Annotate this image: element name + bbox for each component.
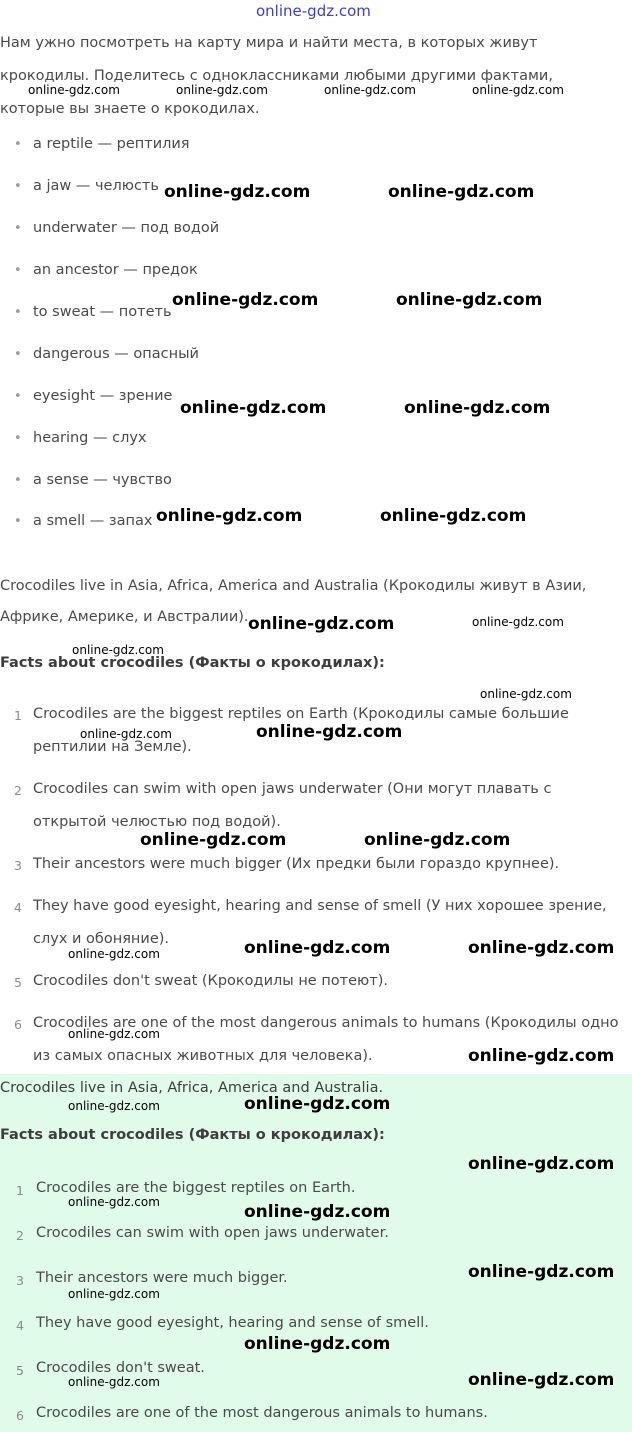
- bullet-icon: •: [14, 137, 22, 152]
- vocab-item: [14, 262, 198, 278]
- watermark: online-gdz.com: [256, 722, 403, 742]
- answer-text: They have good eyesight, hearing and sense of smell.: [36, 1315, 429, 1331]
- fact-number: 3: [14, 858, 22, 873]
- watermark: online-gdz.com: [140, 830, 287, 850]
- watermark: online-gdz.com: [156, 506, 303, 526]
- bullet-icon: •: [14, 514, 22, 529]
- answer-text: Crocodiles can swim with open jaws underwater.: [36, 1225, 389, 1241]
- vocab-text: a reptile — рептилия: [33, 136, 190, 152]
- watermark: online-gdz.com: [172, 290, 319, 310]
- bullet-icon: •: [14, 263, 22, 278]
- fact-text: They have good eyesight, hearing and sense of smell (У них хорошее зрение, слух и обоняние).: [33, 898, 607, 947]
- watermark: online-gdz.com: [72, 643, 164, 657]
- task-intro: Нам ужно посмотреть на карту мира и найти места, в которых живут крокодилы. Поделитесь с одноклассниками любыми другими фактами, которые вы знаете о крокодилах.: [0, 35, 553, 117]
- answer-number: 2: [16, 1228, 24, 1243]
- fact-text: Crocodiles don't sweat (Крокодилы не потеют).: [33, 973, 388, 989]
- bullet-icon: •: [14, 389, 22, 404]
- watermark: online-gdz.com: [68, 1099, 160, 1113]
- vocab-text: dangerous — опасный: [33, 346, 199, 362]
- vocab-item: [14, 346, 199, 362]
- answer-number: 3: [16, 1273, 24, 1288]
- watermark: online-gdz.com: [324, 83, 416, 97]
- fact-number: 6: [14, 1017, 22, 1032]
- watermark: online-gdz.com: [480, 687, 572, 701]
- watermark: online-gdz.com: [80, 727, 172, 741]
- fact-number: 1: [14, 708, 22, 723]
- fact-text: Crocodiles can swim with open jaws underwater (Они могут плавать с открытой челюстью под водой).: [33, 781, 552, 830]
- vocab-item: [14, 472, 172, 488]
- watermark: online-gdz.com: [68, 1287, 160, 1301]
- watermark: online-gdz.com: [180, 398, 327, 418]
- watermark: online-gdz.com: [468, 1154, 615, 1174]
- watermark: online-gdz.com: [68, 1027, 160, 1041]
- vocab-item: [14, 304, 172, 320]
- bullet-icon: •: [14, 473, 22, 488]
- watermark: online-gdz.com: [468, 1262, 615, 1282]
- answer-heading: Facts about crocodiles (Факты о крокодилах):: [0, 1127, 385, 1143]
- answer-text: Crocodiles are the biggest reptiles on Earth.: [36, 1180, 356, 1196]
- vocab-item: [14, 430, 147, 446]
- watermark: online-gdz.com: [404, 398, 551, 418]
- watermark: online-gdz.com: [28, 83, 120, 97]
- answer-number: 4: [16, 1318, 24, 1333]
- answer-intro: Crocodiles live in Asia, Africa, America and Australia.: [0, 1080, 384, 1096]
- watermark: online-gdz.com: [468, 1370, 615, 1390]
- watermark: online-gdz.com: [468, 938, 615, 958]
- bullet-icon: •: [14, 221, 22, 236]
- watermark: online-gdz.com: [244, 938, 391, 958]
- watermark: online-gdz.com: [68, 1195, 160, 1209]
- watermark: online-gdz.com: [244, 1334, 391, 1354]
- watermark: online-gdz.com: [176, 83, 268, 97]
- answer-number: 5: [16, 1363, 24, 1378]
- vocab-item: [14, 220, 219, 236]
- vocab-text: a sense — чувство: [33, 472, 172, 488]
- answer-text: Crocodiles are one of the most dangerous animals to humans.: [36, 1405, 488, 1421]
- vocab-text: underwater — под водой: [33, 220, 220, 236]
- vocab-item: [14, 513, 152, 529]
- fact-text: Crocodiles are one of the most dangerous animals to humans (Крокодилы одно из самых опасных животных для человека).: [33, 1015, 619, 1064]
- watermark: online-gdz.com: [364, 830, 511, 850]
- watermark: online-gdz.com: [396, 290, 543, 310]
- vocab-text: a jaw — челюсть: [33, 178, 159, 194]
- vocab-item: [14, 136, 190, 152]
- translated-intro: Crocodiles live in Asia, Africa, America and Australia (Крокодилы живут в Азии, Африке, Америке, и Австралии).: [0, 578, 587, 625]
- site-title[interactable]: online-gdz.com: [256, 2, 371, 20]
- watermark: online-gdz.com: [68, 947, 160, 961]
- watermark: online-gdz.com: [68, 1375, 160, 1389]
- fact-text: Their ancestors were much bigger (Их предки были гораздо крупнее).: [33, 856, 560, 872]
- watermark: online-gdz.com: [244, 1202, 391, 1222]
- answer-number: 6: [16, 1408, 24, 1423]
- vocab-text: an ancestor — предок: [33, 262, 198, 278]
- facts-heading: Facts about crocodiles (Факты о крокодилах):: [0, 655, 385, 671]
- vocab-item: [14, 388, 172, 404]
- answer-text: Their ancestors were much bigger.: [36, 1270, 288, 1286]
- vocab-text: hearing — слух: [33, 430, 147, 446]
- answer-number: 1: [16, 1183, 24, 1198]
- watermark: online-gdz.com: [244, 1094, 391, 1114]
- watermark: online-gdz.com: [472, 83, 564, 97]
- vocab-text: a smell — запах: [33, 513, 153, 529]
- vocab-text: to sweat — потеть: [33, 304, 172, 320]
- fact-number: 2: [14, 783, 22, 798]
- bullet-icon: •: [14, 431, 22, 446]
- watermark: online-gdz.com: [380, 506, 527, 526]
- fact-number: 4: [14, 900, 22, 915]
- bullet-icon: •: [14, 347, 22, 362]
- watermark: online-gdz.com: [164, 182, 311, 202]
- bullet-icon: •: [14, 305, 22, 320]
- bullet-icon: •: [14, 179, 22, 194]
- watermark: online-gdz.com: [248, 614, 395, 634]
- fact-number: 5: [14, 975, 22, 990]
- watermark: online-gdz.com: [468, 1046, 615, 1066]
- watermark: online-gdz.com: [388, 182, 535, 202]
- vocab-item: [14, 178, 159, 194]
- watermark: online-gdz.com: [472, 615, 564, 629]
- fact-text: Crocodiles are the biggest reptiles on Earth (Крокодилы самые большие рептилии на Земле).: [33, 706, 569, 755]
- vocab-text: eyesight — зрение: [33, 388, 173, 404]
- answer-text: Crocodiles don't sweat.: [36, 1360, 205, 1376]
